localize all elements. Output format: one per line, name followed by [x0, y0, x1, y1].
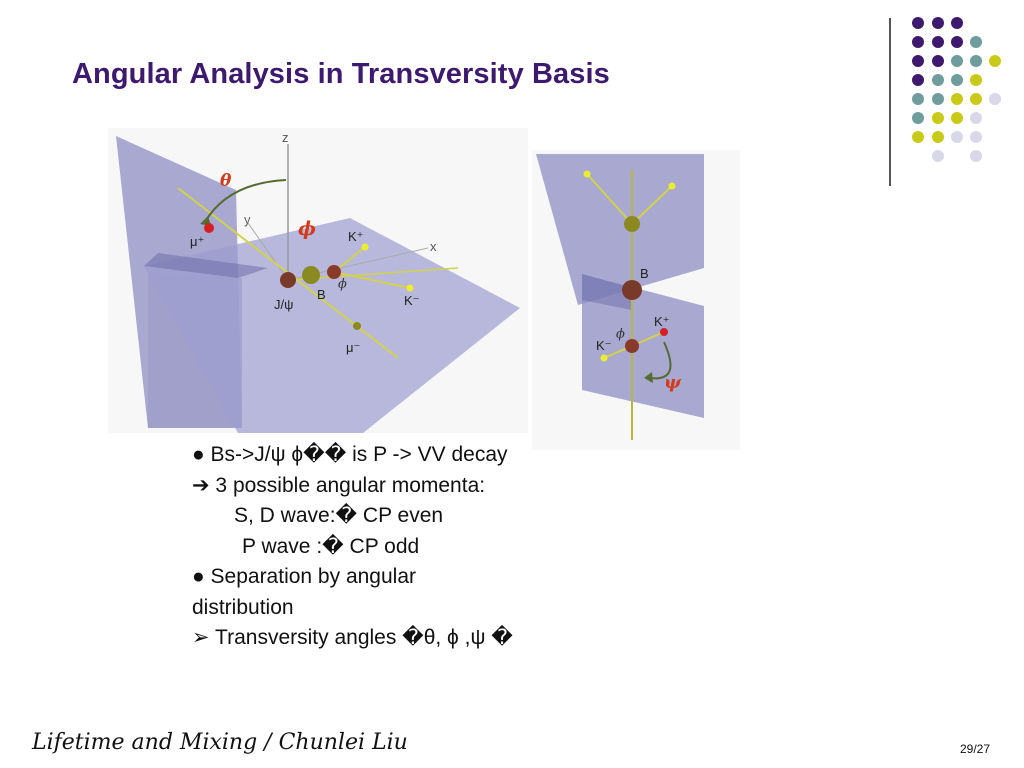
axis-z-label: z	[282, 130, 289, 145]
bullet-separation: ● Separation by angular	[192, 565, 416, 588]
right-b-label: B	[640, 266, 649, 281]
right-phi-label: ϕ	[616, 327, 625, 342]
b-label: B	[317, 287, 326, 302]
dot-row-1	[912, 17, 963, 29]
phi-small-label: ϕ	[338, 277, 347, 292]
bullet-decay: ● Bs->J/ψ ϕ�� is P -> VV decay	[192, 443, 508, 466]
right-psi-label: ψ	[664, 372, 681, 393]
slide-title: Angular Analysis in Transversity Basis	[72, 58, 610, 90]
transversity-diagram-right	[532, 150, 740, 450]
axis-y-label: y	[244, 212, 251, 227]
mu-plus-marker	[204, 223, 214, 233]
right-k-plus-label: K⁺	[654, 314, 670, 329]
transversity-diagram-left	[108, 128, 528, 433]
axis-x-label: x	[430, 239, 437, 254]
dot-row-3	[912, 55, 1001, 67]
footer-text: Lifetime and Mixing / Chunlei Liu	[32, 730, 408, 755]
right-k-minus-marker	[601, 355, 608, 362]
k-minus-label: K⁻	[404, 293, 420, 308]
k-plus-label: K⁺	[348, 229, 364, 244]
jpsi-label: J/ψ	[274, 297, 294, 312]
b-marker	[302, 266, 320, 284]
bullet-angular-momenta: ➔ 3 possible angular momenta:	[192, 473, 486, 497]
dot-row-8	[932, 150, 982, 162]
dot-row-7	[912, 131, 982, 143]
k-plus-marker	[362, 244, 369, 251]
mu-plus-label: μ⁺	[190, 234, 205, 249]
page-number: 29/27	[959, 742, 990, 756]
dot-row-2	[912, 36, 982, 48]
right-yellow-meson	[624, 216, 640, 232]
right-phi-marker	[625, 339, 639, 353]
right-b-marker	[622, 280, 642, 300]
mu-minus-label: μ⁻	[346, 340, 361, 355]
dot-row-4	[912, 74, 982, 86]
mu-minus-marker	[353, 322, 361, 330]
phi-red-label: ϕ	[298, 218, 316, 240]
decorative-divider	[889, 18, 891, 186]
k-minus-marker	[407, 285, 414, 292]
right-k-minus-label: K⁻	[596, 338, 612, 353]
bullet-sd-wave: S, D wave:� CP even	[234, 504, 444, 527]
dot-row-6	[912, 112, 982, 124]
bullet-distribution: distribution	[192, 595, 294, 619]
dot-row-5	[912, 93, 1001, 105]
bullet-list	[192, 440, 572, 654]
right-k-plus-marker	[660, 328, 668, 336]
bullet-p-wave: P wave :� CP odd	[242, 534, 420, 558]
theta-label: θ	[220, 171, 232, 191]
jpsi-marker	[280, 272, 296, 288]
bullet-transversity-angles: ➢ Transversity angles �θ, ϕ ,ψ �	[192, 626, 513, 649]
